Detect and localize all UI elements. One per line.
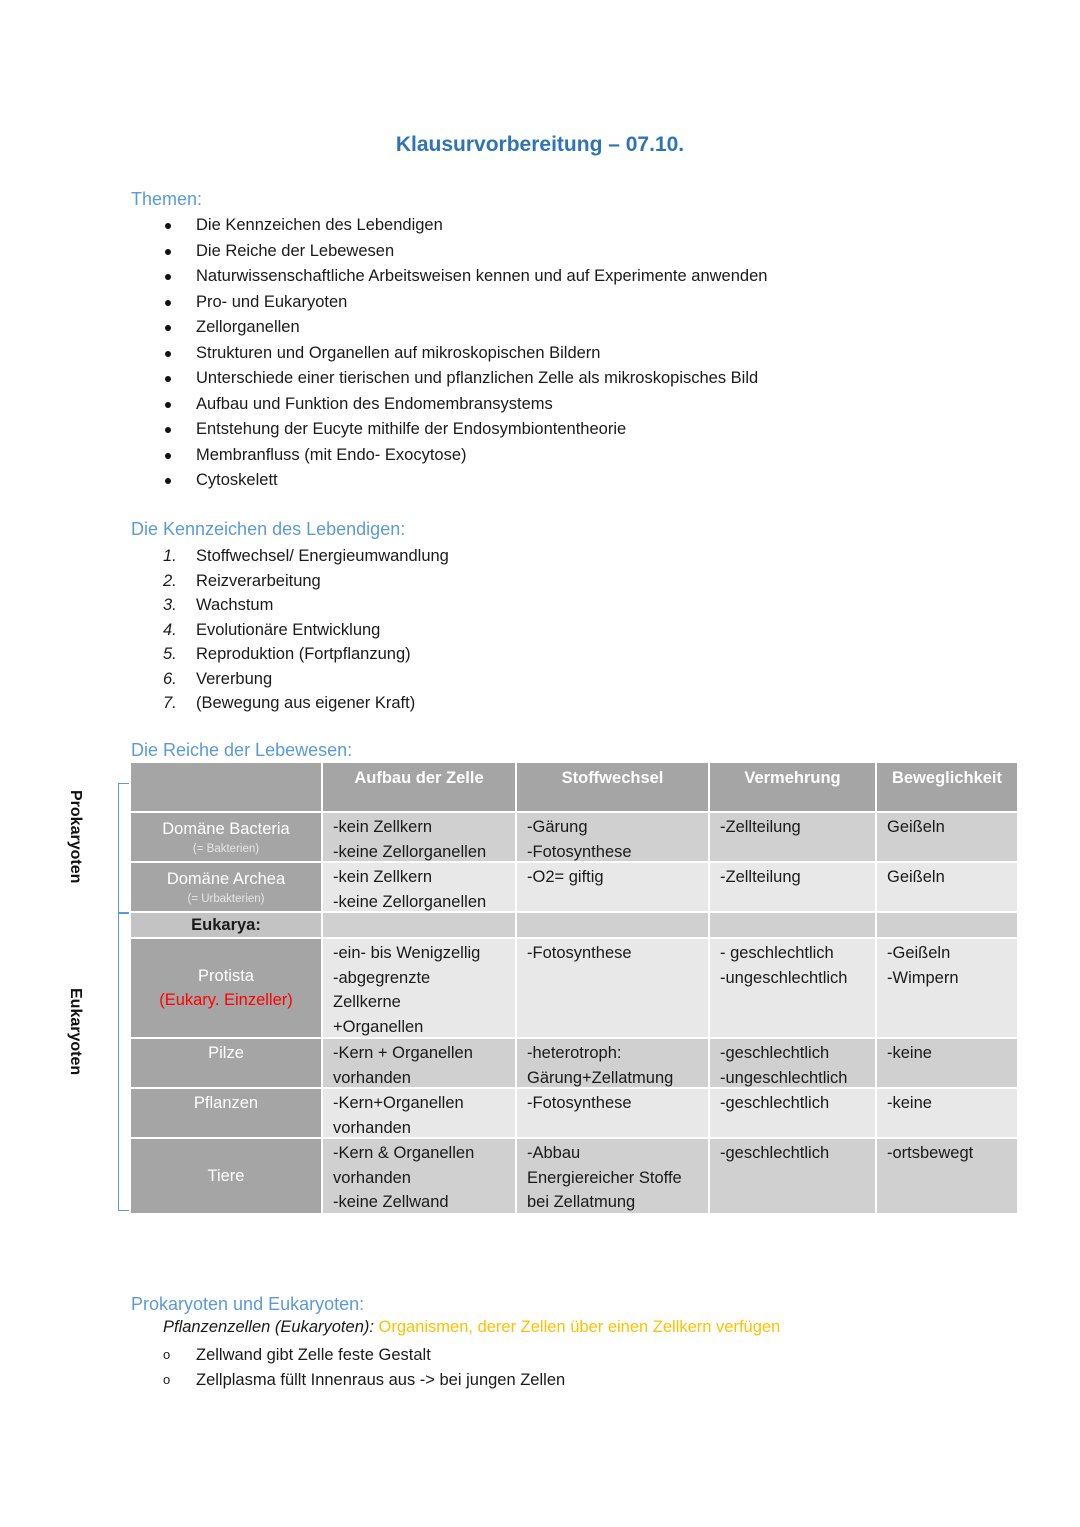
table-cell: -Kern + Organellen vorhanden — [323, 1039, 517, 1087]
table-header-row — [131, 763, 1017, 813]
side-label-prokaryoten: Prokaryoten — [67, 790, 84, 884]
table-cell: -Zellteilung — [710, 863, 877, 911]
column-header — [131, 763, 323, 811]
table-cell: -geschlechtlich — [710, 1139, 877, 1213]
row-label: Domäne Archea (= Urbakterien) — [131, 863, 323, 911]
list-item: Naturwissenschaftliche Arbeitsweisen kennen und auf Experimente anwenden — [163, 264, 767, 290]
table-cell: - geschlechtlich -ungeschlechtlich — [710, 939, 877, 1037]
table-row — [131, 913, 1017, 939]
table-cell: -Kern & Organellen vorhanden -keine Zellwand — [323, 1139, 517, 1213]
list-item: Membranfluss (mit Endo- Exocytose) — [163, 443, 767, 469]
list-item: Pro- und Eukaryoten — [163, 290, 767, 316]
list-item: o Zellplasma füllt Innenraus aus -> bei jungen Zellen — [163, 1370, 566, 1389]
row-label: Pflanzen — [131, 1089, 323, 1137]
reiche-table — [131, 763, 1017, 1213]
prokeuk-heading: Prokaryoten und Eukaryoten: — [131, 1294, 365, 1314]
row-label: Domäne Bacteria (= Bakterien) — [131, 813, 323, 861]
row-label: Pilze — [131, 1039, 323, 1087]
list-item: Die Kennzeichen des Lebendigen — [163, 213, 767, 239]
list-item: o Zellwand gibt Zelle feste Gestalt — [163, 1346, 431, 1364]
list-item: 6. Vererbung — [163, 669, 273, 688]
table-row — [131, 863, 1017, 913]
table-cell: -ein- bis Wenigzellig -abgegrenzte Zellkerne +Organellen — [323, 939, 517, 1037]
list-item: 7. (Bewegung aus eigener Kraft) — [163, 694, 416, 712]
row-label: Eukarya: — [131, 913, 323, 937]
side-label-eukaryoten: Eukaryoten — [67, 988, 84, 1076]
table-cell: -Fotosynthese — [517, 1089, 710, 1137]
kennzeichen-list — [163, 544, 449, 716]
prokeuk-intro: Pflanzenzellen (Eukaryoten): Organismen, derer Zellen über einen Zellkern verfügen — [163, 1318, 781, 1336]
list-item: Strukturen und Organellen auf mikroskopischen Bildern — [163, 341, 767, 367]
row-label: Tiere — [131, 1139, 323, 1213]
prokeuk-list — [163, 1343, 565, 1392]
table-cell: -Abbau Energiereicher Stoffe bei Zellatmung — [517, 1139, 710, 1213]
kennzeichen-heading: Die Kennzeichen des Lebendigen: — [131, 519, 406, 539]
page-title: Klausurvorbereitung – 07.10. — [395, 133, 685, 156]
table-cell: -Kern+Organellen vorhanden — [323, 1089, 517, 1137]
reiche-heading: Die Reiche der Lebewesen: — [131, 740, 353, 760]
table-cell: -Geißeln -Wimpern — [887, 944, 959, 987]
eukaryoten-brace — [118, 913, 129, 1211]
list-item: Aufbau und Funktion des Endomembransystems — [163, 392, 767, 418]
list-item: Unterschiede einer tierischen und pflanzlichen Zelle als mikroskopisches Bild — [163, 366, 767, 392]
table-cell: -kein Zellkern -keine Zellorganellen — [323, 813, 517, 861]
list-item: Cytoskelett — [163, 468, 767, 494]
themen-list — [163, 213, 767, 494]
table-cell: -geschlechtlich -ungeschlechtlich — [710, 1039, 877, 1087]
table-cell: -geschlechtlich — [710, 1089, 877, 1137]
table-cell: -heterotroph: Gärung+Zellatmung — [517, 1039, 710, 1087]
table-cell: -Fotosynthese — [517, 939, 710, 1037]
table-cell: -keine — [887, 1094, 932, 1112]
list-item: 4. Evolutionäre Entwicklung — [163, 620, 381, 639]
list-item: 2. Reizverarbeitung — [163, 571, 321, 590]
table-cell: -O2= giftig — [517, 863, 710, 911]
table-cell: -keine — [887, 1044, 932, 1062]
themen-heading: Themen: — [131, 189, 203, 209]
column-header: Stoffwechsel — [517, 763, 710, 811]
table-row — [131, 939, 1017, 1039]
table-row — [131, 813, 1017, 863]
list-item: 1. Stoffwechsel/ Energieumwandlung — [163, 547, 449, 565]
column-header: Beweglichkeit — [891, 769, 1003, 787]
column-header: Vermehrung — [710, 763, 877, 811]
list-item: Zellorganellen — [163, 315, 767, 341]
prokaryoten-brace — [118, 783, 129, 913]
list-item: Entstehung der Eucyte mithilfe der Endosymbiontentheorie — [163, 417, 767, 443]
table-cell: -ortsbewegt — [887, 1144, 974, 1162]
list-item: 3. Wachstum — [163, 596, 274, 614]
list-item: 5. Reproduktion (Fortpflanzung) — [163, 645, 411, 663]
table-row — [131, 1139, 1017, 1213]
list-item: Die Reiche der Lebewesen — [163, 239, 767, 265]
table-cell: -Zellteilung — [710, 813, 877, 861]
table-row — [131, 1089, 1017, 1139]
table-cell: -kein Zellkern -keine Zellorganellen — [323, 863, 517, 911]
table-row — [131, 1039, 1017, 1089]
table-cell: -Gärung -Fotosynthese — [517, 813, 710, 861]
row-label: Protista (Eukary. Einzeller) — [131, 939, 323, 1037]
table-cell: Geißeln — [887, 868, 945, 886]
column-header: Aufbau der Zelle — [323, 763, 517, 811]
table-cell: Geißeln — [887, 818, 945, 836]
